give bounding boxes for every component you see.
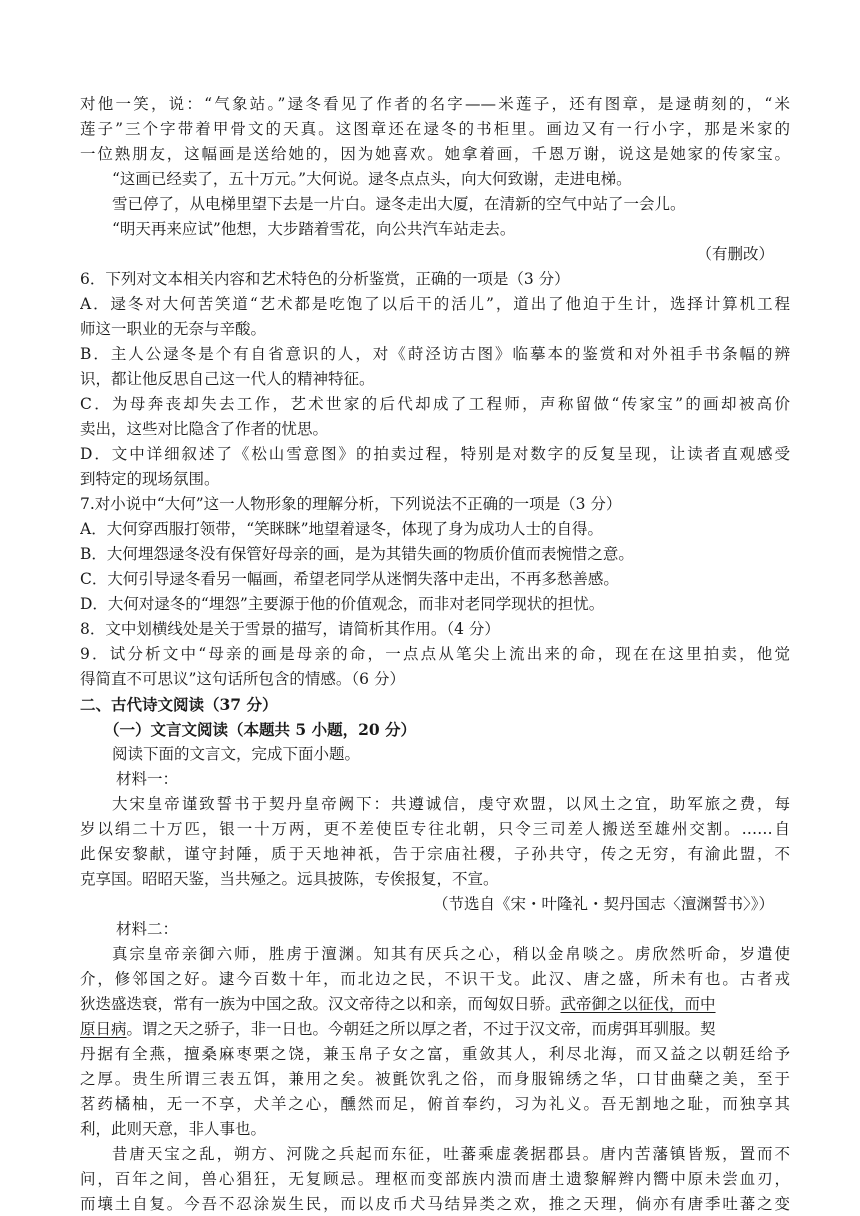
question-6-option-a-cont: 师这一职业的无奈与辛酸。 <box>80 320 267 338</box>
section-heading: 二、古代诗文阅读（37 分） <box>80 695 278 714</box>
question-6-option-b-cont: 识，都让他反思自己这一代人的精神特征。 <box>80 370 375 388</box>
story-paragraph: 雪已停了，从电梯里望下去是一片白。逯冬走出大厦，在清新的空气中站了一会儿。 <box>112 195 686 213</box>
question-7-option-c: C．大何引导逯冬看另一幅画，希望老同学从迷惘失落中走出，不再多愁善感。 <box>80 570 619 588</box>
question-7-option-d: D．大何对逯冬的“埋怨”主要源于他的价值观念，而非对老同学现状的担忧。 <box>80 595 605 613</box>
underlined-passage: 原日病 <box>80 1020 127 1038</box>
story-paragraph-line: 对他一笑，说：“气象站。”逯冬看见了作者的名字——米莲子，还有图章，是逯萌刻的，“米 <box>80 95 790 113</box>
story-paragraph: “这画已经卖了，五十万元。”大何说。逯冬点点头，向大何致谢，走进电梯。 <box>112 170 632 188</box>
material-2-label: 材料二： <box>116 920 179 938</box>
material-2-text: 。谓之天之骄子，非一日也。今朝廷之所以厚之者，不过于汉文帝，而虏弭耳驯服。契 <box>126 1020 716 1038</box>
question-6-option-d: D．文中详细叙述了《松山雪意图》的拍卖过程，特别是对数字的反复呈现，让读者直观感受 <box>80 445 790 463</box>
question-7-stem: 7.对小说中“大何”这一人物形象的理解分析，下列说法不正确的一项是（3 分） <box>80 495 622 513</box>
material-2-line: 丹据有全燕，擅桑麻枣栗之饶，兼玉帛子女之富，重敛其人，利尽北海，而又益之以朝廷给予 <box>80 1045 790 1063</box>
subsection-heading: （一）文言文阅读（本题共 5 小题，20 分） <box>104 720 417 739</box>
question-7-option-b: B．大何埋怨逯冬没有保管好母亲的画，是为其错失画的物质价值而表惋惜之意。 <box>80 545 634 563</box>
question-9-cont: 得简直不可思议”这句话所包含的情感。（6 分） <box>80 670 405 688</box>
material-1-line: 此保安黎献，谨守封陲，质于天地神祇，告于宗庙社稷，子孙共守，传之无穷，有渝此盟，不 <box>80 845 790 863</box>
story-source-note: （有删改） <box>696 245 774 263</box>
material-1-source: （节选自《宋・叶隆礼・契丹国志〈澶渊誓书〉》） <box>432 895 774 913</box>
material-2-line: 茗药橘柚，无一不享，犬羊之心，醺然而足，俯首奉约，习为礼义。吾无割地之耻，而独享其 <box>80 1095 790 1113</box>
material-2-paragraph-2: 而壤土自复。今吾不忍涂炭生民，而以皮币犬马结异类之欢，推之天理，倘亦有唐季吐蕃之变 <box>80 1195 790 1213</box>
material-2-line <box>80 1019 790 1040</box>
question-9: 9．试分析文中“母亲的画是母亲的命，一点点从笔尖上流出来的命，现在在这里拍卖，他觉 <box>80 645 790 663</box>
underlined-passage: 武帝御之以征伐，而中 <box>560 995 716 1013</box>
reading-instruction: 阅读下面的文言文，完成下面小题。 <box>112 745 361 763</box>
material-2-line: 真宗皇帝亲御六师，胜虏于澶渊。知其有厌兵之心，稍以金帛啖之。虏欣然听命，岁遣使 <box>112 945 790 963</box>
question-7-option-a: A．大何穿西服打领带，“笑眯眯”地望着逯冬，体现了身为成功人士的自得。 <box>80 520 604 538</box>
question-6-option-b: B．主人公逯冬是个有自省意识的人，对《莳泾访古图》临摹本的鉴赏和对外祖手书条幅的辨 <box>80 345 790 363</box>
material-1-line: 岁以绢二十万匹，银一十万两，更不差使臣专往北朝，只令三司差人搬送至雄州交割。……自 <box>80 820 790 838</box>
story-paragraph: “明天再来应试”他想，大步踏着雪花，向公共汽车站走去。 <box>112 220 516 238</box>
material-2-line <box>80 994 790 1015</box>
material-2-line: 介，修邻国之好。逮今百数十年，而北边之民，不识干戈。此汉、唐之盛，所未有也。古者戎 <box>80 970 790 988</box>
material-2-paragraph-2: 问，百年之间，兽心猖狂，无复顾忌。理枢而变部族内溃而唐土遗黎解辫内嚮中原未尝血刃， <box>80 1170 790 1188</box>
material-2-line: 利，此则天意，非人事也。 <box>80 1120 267 1138</box>
material-2-text: 狄迭盛迭衰，常有一族为中国之敌。汉文帝待之以和亲，而匈奴日骄。 <box>80 995 561 1013</box>
story-paragraph-line: 莲子”三个字带着甲骨文的天真。这图章还在逯冬的书柜里。画边又有一行小字，那是米家的 <box>80 120 790 138</box>
material-1-label: 材料一： <box>116 770 179 788</box>
question-6-option-d-cont: 到特定的现场氛围。 <box>80 470 220 488</box>
question-6-stem: 6．下列对文本相关内容和艺术特色的分析鉴赏，正确的一项是（3 分） <box>80 270 570 288</box>
material-1-line: 克享国。昭昭天鉴，当共殛之。远具披陈，专俟报复，不宣。 <box>80 870 499 888</box>
material-2-line: 之厚。贵生所谓三表五饵，兼用之矣。被氈饮乳之俗，而身服锦绣之华，口甘曲蘖之美，至于 <box>80 1070 790 1088</box>
question-6-option-c: C．为母奔丧却失去工作，艺术世家的后代却成了工程师，声称留做“传家宝”的画却被高价 <box>80 395 790 413</box>
question-8: 8．文中划横线处是关于雪景的描写，请简析其作用。（4 分） <box>80 620 500 638</box>
question-6-option-a: A．逯冬对大何苦笑道“艺术都是吃饱了以后干的活儿”，道出了他迫于生计，选择计算机工程 <box>80 295 790 313</box>
material-2-paragraph-2: 昔唐天宝之乱，朔方、河陇之兵起而东征，吐蕃乘虚袭据郡县。唐内苦藩镇皆叛，置而不 <box>112 1145 790 1163</box>
story-paragraph-line: 一位熟朋友，这幅画是送给她的，因为她喜欢。她拿着画，千恩万谢，说这是她家的传家宝。 <box>80 145 790 163</box>
material-1-line: 大宋皇帝谨致誓书于契丹皇帝阙下：共遵诚信，虔守欢盟，以风土之宜，助军旅之费，每 <box>112 795 790 813</box>
question-6-option-c-cont: 卖出，这些对比隐含了作者的忧思。 <box>80 420 329 438</box>
